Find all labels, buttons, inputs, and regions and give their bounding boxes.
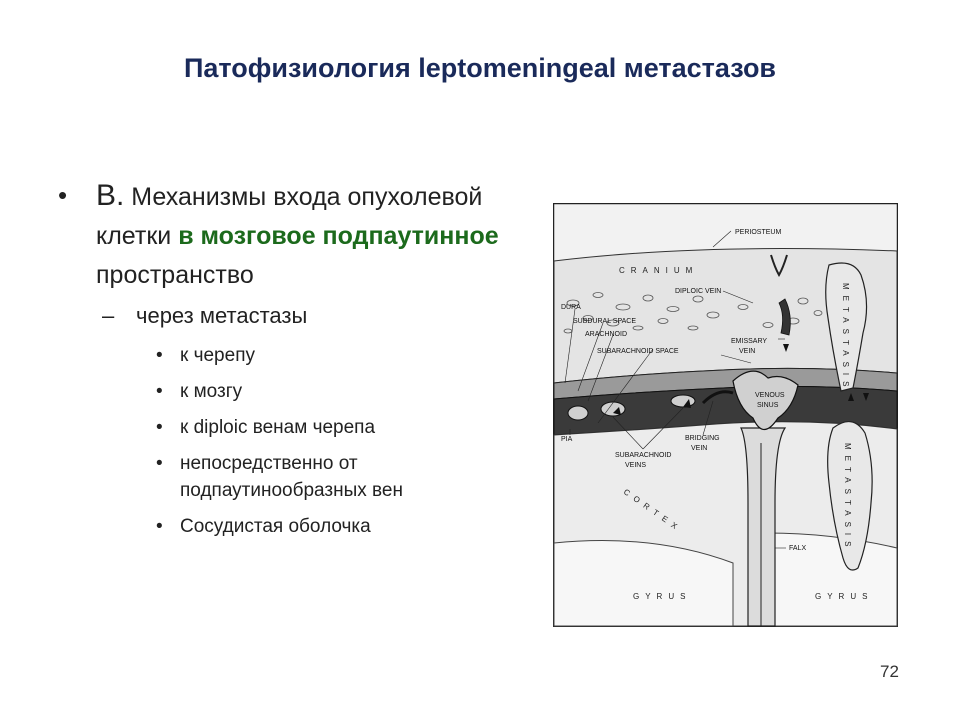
label-subdural-space: SUBDURAL SPACE (573, 318, 637, 325)
list-item (156, 342, 518, 369)
label-bridging: BRIDGING (685, 435, 720, 442)
label-gyrus-right: GYRUS (815, 592, 874, 601)
list-item-text: к черепу (180, 345, 255, 366)
label-cranium: CRANIUM (619, 266, 699, 275)
main-bullet-highlight: в мозговое подпаутинное (178, 222, 499, 250)
bullet-dot-icon: • (156, 516, 163, 537)
bullet-dot-icon: • (156, 381, 163, 402)
sub-bullet-text: через метастазы (136, 303, 308, 328)
main-bullet-letter: B. (96, 179, 125, 212)
bullet-list (58, 176, 518, 540)
bullet-dot-icon: • (156, 453, 163, 474)
label-gyrus-left: GYRUS (633, 592, 692, 601)
list-item-text: непосредственно от подпаутинообразных вен (180, 453, 403, 501)
sub-bullet (102, 299, 518, 333)
bullet-dot-icon: • (156, 345, 163, 366)
label-subarachnoid: SUBARACHNOID (615, 452, 672, 459)
list-item-text: к diploic венам черепа (180, 417, 376, 438)
gyrus-right-shape (768, 533, 897, 626)
main-bullet-text-before: Механизмы входа опухолевой клетки (96, 183, 483, 250)
label-bridging-vein: VEIN (691, 445, 708, 452)
bullet-dot-icon: • (58, 180, 68, 210)
page-number: 72 (880, 662, 899, 681)
label-dura: DURA (561, 304, 581, 311)
list-item-text: к мозгу (180, 381, 243, 402)
label-metastasis-lower: METASTASIS (843, 443, 852, 553)
label-emissary-vein: VEIN (739, 348, 756, 355)
bullet-dot-icon: • (156, 417, 163, 438)
label-pia: PIA (561, 436, 573, 443)
list-item (156, 450, 518, 504)
label-diploic-vein: DIPLOIC VEIN (675, 288, 722, 295)
main-bullet-text (96, 176, 518, 295)
label-emissary: EMISSARY (731, 338, 768, 345)
list-item-text: Сосудистая оболочка (180, 516, 371, 537)
label-sinus: SINUS (757, 402, 779, 409)
slide-title: Патофизиология leptomeningeal метастазов (183, 53, 777, 83)
subarachnoid-vein-shape (671, 395, 695, 407)
anatomy-figure (553, 203, 898, 627)
subarachnoid-vein-shape (568, 406, 588, 420)
label-metastasis-upper: METASTASIS (841, 283, 850, 393)
label-periosteum: PERIOSTEUM (735, 229, 782, 236)
label-cortex: CORTEX (621, 487, 684, 535)
label-arachnoid: ARACHNOID (585, 331, 628, 338)
list-item (156, 414, 518, 441)
list-item (156, 378, 518, 405)
label-falx: FALX (789, 545, 807, 552)
meninges-diagram (553, 203, 898, 627)
label-venous: VENOUS (755, 392, 785, 399)
dash-icon: – (102, 303, 115, 328)
main-bullet (58, 176, 518, 295)
label-subarachnoid-veins: VEINS (625, 462, 647, 469)
label-subarachnoid-space: SUBARACHNOID SPACE (597, 348, 679, 355)
list-item (156, 513, 518, 540)
main-bullet-text-after: пространство (96, 261, 254, 289)
